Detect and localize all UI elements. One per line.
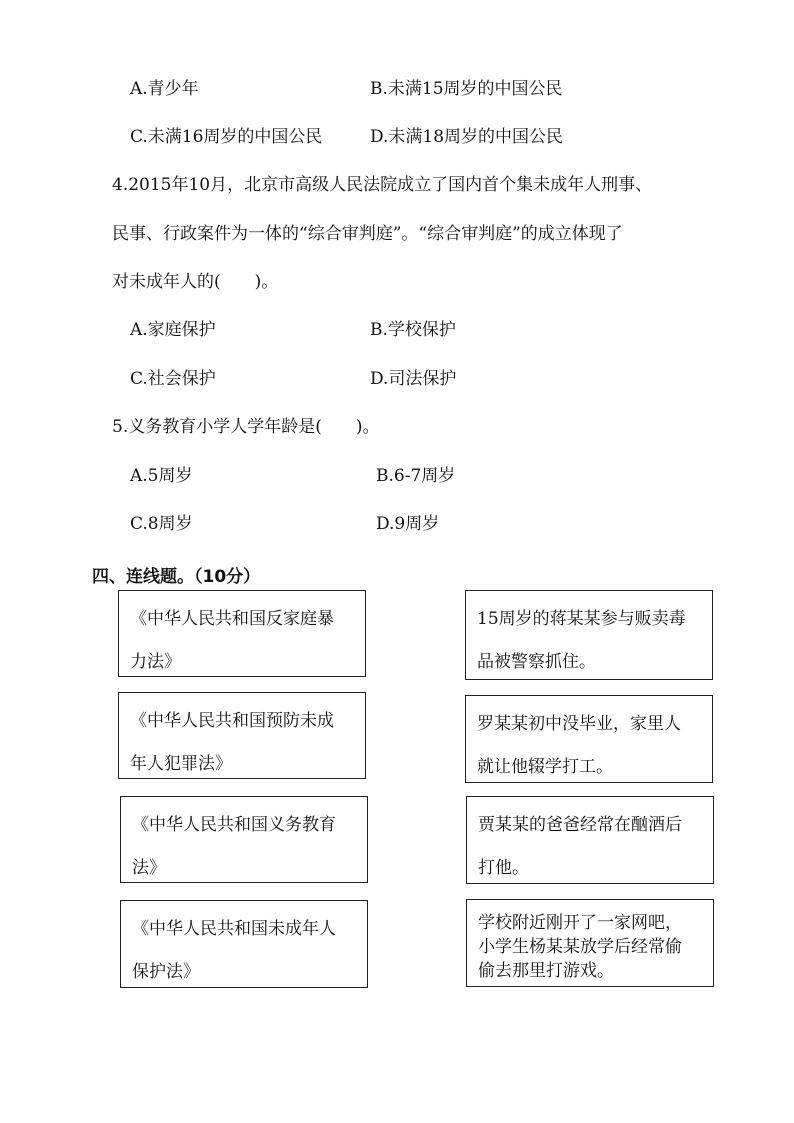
- left-law-3-line1: 《中华人民共和国义务教育: [132, 815, 336, 835]
- left-law-box-3[interactable]: [120, 796, 368, 883]
- right-case-box-4[interactable]: [466, 899, 714, 987]
- right-case-2-line1: 罗某某初中没毕业，家里人: [477, 714, 681, 734]
- q4-option-a: A.家庭保护: [130, 320, 216, 340]
- q5-option-a: A.5周岁: [130, 466, 193, 486]
- q4-option-d: D.司法保护: [370, 369, 457, 389]
- right-case-4-line2: 小学生杨某某放学后经常偷: [478, 937, 682, 957]
- left-law-1-line2: 力法》: [130, 652, 181, 672]
- left-law-1-line1: 《中华人民共和国反家庭暴: [130, 609, 334, 629]
- right-case-2-line2: 就让他辍学打工。: [477, 757, 613, 777]
- q4-option-b: B.学校保护: [370, 320, 456, 340]
- q5-option-d: D.9周岁: [376, 514, 440, 534]
- right-case-box-2[interactable]: [465, 695, 713, 783]
- right-case-4-line1: 学校附近刚开了一家网吧，: [478, 913, 682, 933]
- right-case-1-line1: 15周岁的蒋某某参与贩卖毒: [477, 609, 686, 629]
- left-law-4-line2: 保护法》: [132, 962, 200, 982]
- q4-stem-line1: 4.2015年10月，北京市高级人民法院成立了国内首个集未成年人刑事、: [112, 175, 653, 195]
- q4-stem-line2: 民事、行政案件为一体的“综合审判庭”。“综合审判庭”的成立体现了: [112, 224, 623, 244]
- right-case-box-1[interactable]: [465, 590, 713, 680]
- q3-option-c: C.未满16周岁的中国公民: [130, 127, 323, 147]
- right-case-1-line2: 品被警察抓住。: [477, 652, 596, 672]
- left-law-3-line2: 法》: [132, 858, 166, 878]
- section-title: 四、连线题。（10分）: [92, 567, 261, 587]
- q4-stem-line3: 对未成年人的( )。: [112, 272, 279, 292]
- left-law-box-2[interactable]: [118, 692, 366, 779]
- q5-option-b: B.6-7周岁: [376, 466, 456, 486]
- right-case-3-line1: 贾某某的爸爸经常在酗酒后: [478, 815, 682, 835]
- q5-stem: 5.义务教育小学人学年龄是( )。: [112, 417, 380, 437]
- right-case-4-line3: 偷去那里打游戏。: [478, 961, 614, 981]
- left-law-4-line1: 《中华人民共和国未成年人: [132, 919, 336, 939]
- left-law-2-line2: 年人犯罪法》: [130, 754, 232, 774]
- left-law-box-4[interactable]: [120, 900, 368, 988]
- left-law-2-line1: 《中华人民共和国预防未成: [130, 711, 334, 731]
- right-case-box-3[interactable]: [466, 796, 714, 884]
- q4-option-c: C.社会保护: [130, 369, 216, 389]
- q3-option-a: A.青少年: [130, 79, 199, 99]
- right-case-3-line2: 打他。: [478, 858, 529, 878]
- q5-option-c: C.8周岁: [130, 514, 193, 534]
- q3-option-b: B.未满15周岁的中国公民: [370, 79, 563, 99]
- left-law-box-1[interactable]: [118, 590, 366, 677]
- q3-option-d: D.未满18周岁的中国公民: [370, 127, 564, 147]
